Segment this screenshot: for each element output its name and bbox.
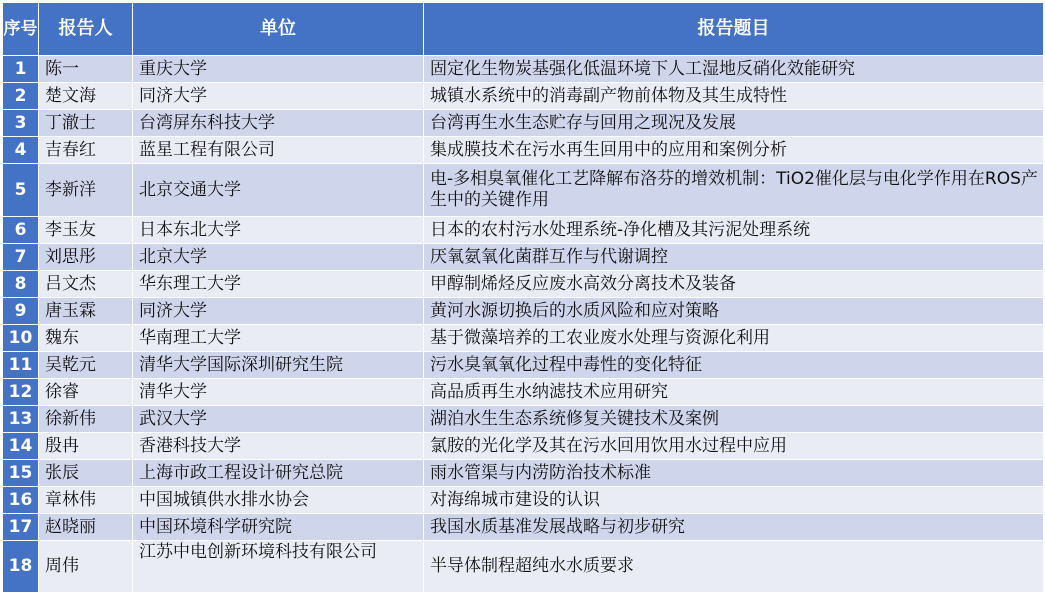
row-number: 14	[3, 433, 39, 460]
speaker-unit: 同济大学	[133, 83, 424, 110]
speaker-unit: 华南理工大学	[133, 325, 424, 352]
row-number: 5	[3, 164, 39, 217]
report-topic: 雨水管渠与内涝防治技术标准	[424, 460, 1044, 487]
report-topic: 对海绵城市建设的认识	[424, 487, 1044, 514]
report-topic: 台湾再生水生态贮存与回用之现况及发展	[424, 110, 1044, 137]
report-topic: 日本的农村污水处理系统-净化槽及其污泥处理系统	[424, 217, 1044, 244]
report-topic: 氯胺的光化学及其在污水回用饮用水过程中应用	[424, 433, 1044, 460]
speaker-name: 徐睿	[39, 379, 133, 406]
speaker-unit: 清华大学国际深圳研究生院	[133, 352, 424, 379]
table-header	[3, 3, 1044, 56]
report-topic: 基于微藻培养的工农业废水处理与资源化利用	[424, 325, 1044, 352]
speaker-unit: 北京交通大学	[133, 164, 424, 217]
header-unit: 单位	[133, 3, 424, 56]
speaker-name: 唐玉霖	[39, 298, 133, 325]
table-row	[3, 433, 1044, 460]
speaker-unit: 上海市政工程设计研究总院	[133, 460, 424, 487]
speaker-unit: 北京大学	[133, 244, 424, 271]
table-row	[3, 217, 1044, 244]
report-topic: 高品质再生水纳滤技术应用研究	[424, 379, 1044, 406]
row-number: 2	[3, 83, 39, 110]
speaker-name: 徐新伟	[39, 406, 133, 433]
speaker-unit: 江苏中电创新环境科技有限公司	[133, 541, 424, 593]
table-row	[3, 164, 1044, 217]
speaker-name: 魏东	[39, 325, 133, 352]
report-topic: 集成膜技术在污水再生回用中的应用和案例分析	[424, 137, 1044, 164]
row-number: 11	[3, 352, 39, 379]
table-row	[3, 514, 1044, 541]
table-row	[3, 110, 1044, 137]
header-no: 序号	[3, 3, 39, 56]
speaker-name: 李新洋	[39, 164, 133, 217]
table-row	[3, 56, 1044, 83]
table-row	[3, 541, 1044, 593]
speaker-name: 周伟	[39, 541, 133, 593]
speaker-unit: 同济大学	[133, 298, 424, 325]
table-body	[3, 56, 1044, 593]
row-number: 13	[3, 406, 39, 433]
table-row	[3, 379, 1044, 406]
report-topic: 半导体制程超纯水水质要求	[424, 541, 1044, 593]
row-number: 7	[3, 244, 39, 271]
header-name: 报告人	[39, 3, 133, 56]
row-number: 1	[3, 56, 39, 83]
speaker-unit: 日本东北大学	[133, 217, 424, 244]
speaker-name: 赵晓丽	[39, 514, 133, 541]
speaker-unit: 清华大学	[133, 379, 424, 406]
table-row	[3, 406, 1044, 433]
table-row	[3, 487, 1044, 514]
report-topic: 我国水质基准发展战略与初步研究	[424, 514, 1044, 541]
row-number: 16	[3, 487, 39, 514]
report-topic: 厌氧氨氧化菌群互作与代谢调控	[424, 244, 1044, 271]
speaker-name: 章林伟	[39, 487, 133, 514]
speaker-unit: 武汉大学	[133, 406, 424, 433]
speaker-unit: 中国环境科学研究院	[133, 514, 424, 541]
table-row	[3, 137, 1044, 164]
speaker-name: 丁澈士	[39, 110, 133, 137]
row-number: 6	[3, 217, 39, 244]
speaker-name: 李玉友	[39, 217, 133, 244]
row-number: 3	[3, 110, 39, 137]
table-row	[3, 325, 1044, 352]
report-topic: 污水臭氧氧化过程中毒性的变化特征	[424, 352, 1044, 379]
speaker-name: 吉春红	[39, 137, 133, 164]
row-number: 17	[3, 514, 39, 541]
row-number: 15	[3, 460, 39, 487]
speaker-name: 吴乾元	[39, 352, 133, 379]
row-number: 9	[3, 298, 39, 325]
speaker-unit: 香港科技大学	[133, 433, 424, 460]
table-row	[3, 298, 1044, 325]
speaker-unit: 中国城镇供水排水协会	[133, 487, 424, 514]
row-number: 8	[3, 271, 39, 298]
speaker-name: 陈一	[39, 56, 133, 83]
speaker-unit: 华东理工大学	[133, 271, 424, 298]
header-topic: 报告题目	[424, 3, 1044, 56]
row-number: 10	[3, 325, 39, 352]
table-row	[3, 460, 1044, 487]
table-row	[3, 352, 1044, 379]
table-row	[3, 244, 1044, 271]
table-row	[3, 271, 1044, 298]
report-topic: 湖泊水生生态系统修复关键技术及案例	[424, 406, 1044, 433]
row-number: 18	[3, 541, 39, 593]
speaker-name: 楚文海	[39, 83, 133, 110]
speaker-name: 殷冉	[39, 433, 133, 460]
speaker-name: 吕文杰	[39, 271, 133, 298]
report-topic: 甲醇制烯烃反应废水高效分离技术及装备	[424, 271, 1044, 298]
row-number: 4	[3, 137, 39, 164]
speaker-name: 张辰	[39, 460, 133, 487]
speaker-name: 刘思彤	[39, 244, 133, 271]
speaker-table	[2, 2, 1044, 593]
speaker-unit: 重庆大学	[133, 56, 424, 83]
report-topic: 城镇水系统中的消毒副产物前体物及其生成特性	[424, 83, 1044, 110]
speaker-unit: 蓝星工程有限公司	[133, 137, 424, 164]
header-row	[3, 3, 1044, 56]
speaker-unit: 台湾屏东科技大学	[133, 110, 424, 137]
report-topic: 固定化生物炭基强化低温环境下人工湿地反硝化效能研究	[424, 56, 1044, 83]
report-topic: 电-多相臭氧催化工艺降解布洛芬的增效机制：TiO2催化层与电化学作用在ROS产生中的关键作用	[424, 164, 1044, 217]
row-number: 12	[3, 379, 39, 406]
table-row	[3, 83, 1044, 110]
report-topic: 黄河水源切换后的水质风险和应对策略	[424, 298, 1044, 325]
